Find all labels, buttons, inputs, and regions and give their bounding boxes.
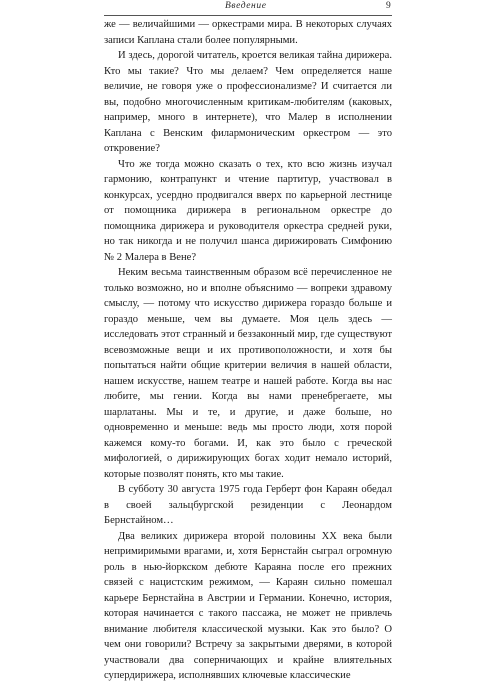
- body-text: [104, 17, 392, 684]
- paragraph: Неким весьма таинственным образом всё перечисленное не только возможно, но и вполне объяснимо — вопреки здравому смыслу, — потому что искусство дирижера гораздо больше и гораздо меньше, чем вы думаете. Моя цель здесь — исследовать этот странный и беззаконный мир, где существуют всевозможные вещи и их противоположности, и хотя бы попытаться найти общие критерии величия в нашей области, нашем искусстве, нашем театре и нашей работе. Когда вы нас любите, мы гении. Когда вы нами пренебрегаете, мы шарлатаны. Мы и те, и другие, и даже больше, но одновременно и меньше: ведь мы просто люди, хотя порой кажемся кому-то богами. И, как это было с греческой мифологией, о дирижирующих богах ходит немало историй, которые позволят понять, кто мы такие.: [104, 267, 392, 480]
- paragraph: Два великих дирижера второй половины XX века были непримиримыми врагами, и, хотя Бернстайн сыграл огромную роль в нью-йоркском дебюте Караяна после его прежних связей с нацистским режимом, — Караян сильно помешал карьере Бернстайна в Австрии и Германии. Конечно, история, которая начинается с такого пассажа, не может не привлечь внимание любителя классической музыки. Как это было? О чем они говорили? Встречу за закрытыми дверями, в которой участвовали два соперничающих и крайне влиятельных супердирижера, исполнявших ключевые классические: [104, 530, 392, 681]
- paragraph-continuation: же — величайшими — оркестрами мира. В некоторых случаях записи Каплана стали более популярными.: [104, 19, 392, 46]
- paragraph: Что же тогда можно сказать о тех, кто всю жизнь изучал гармонию, контрапункт и чтение партитур, участвовал в конкурсах, усердно продвигался вверх по карьерной лестнице от помощника дирижера в региональном оркестре до помощника дирижера и руководителя оркестра средней руки, но так никогда и не получил шанса дирижировать Симфонию № 2 Малера в Вене?: [104, 158, 392, 263]
- running-head: Введение: [225, 1, 267, 11]
- header-rule: [104, 15, 392, 16]
- paragraph: И здесь, дорогой читатель, кроется великая тайна дирижера. Кто мы такие? Что мы делаем? Чем определяется наше величие, не говоря уже о профессионализме? И считается ли вы, подобно многочисленным критикам-любителям (каковых, например, много в интернете), что Малер в исполнении Каплана с Венским филармоническим оркестром — это откровение?: [104, 50, 392, 154]
- page-number: 9: [386, 1, 391, 11]
- paragraph: В субботу 30 августа 1975 года Герберт фон Караян обедал в своей зальцбургской резиденции с Леонардом Бернстайном…: [104, 484, 392, 526]
